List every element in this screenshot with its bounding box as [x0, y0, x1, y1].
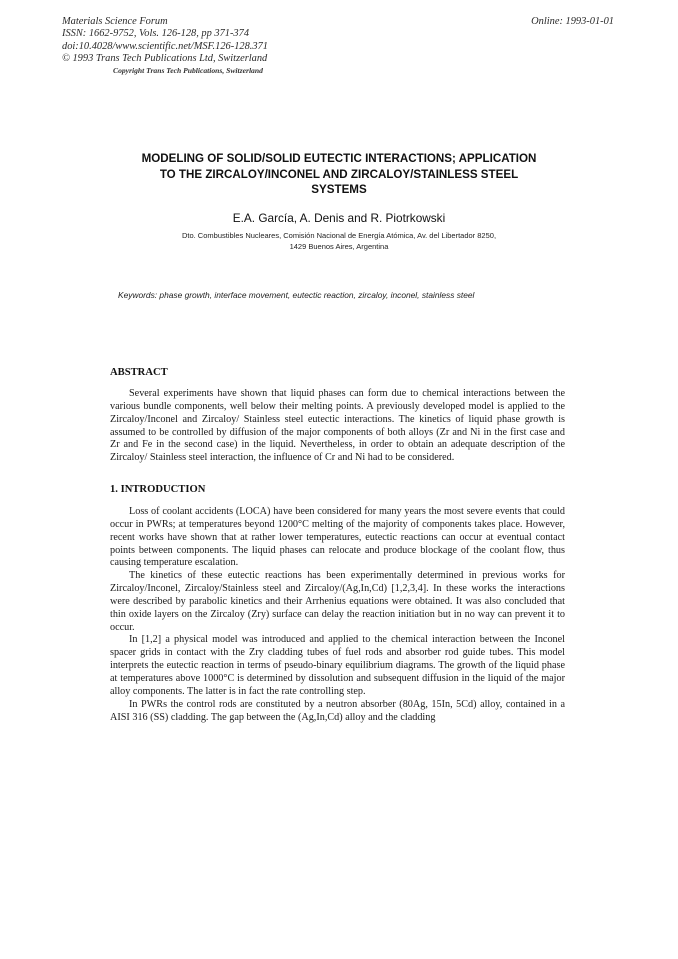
title-line-2: TO THE ZIRCALOY/INCONEL AND ZIRCALOY/STAINLESS STEEL [159, 167, 519, 181]
intro-paragraph-3: In [1,2] a physical model was introduced and applied to the chemical interaction between the Inconel spacer grids in contact with the Zry cladding tubes of fuel rods and absorber rod guide tubes. This model interprets the eutectic reaction in terms of pseudo-binary equilibrium diagrams. The growth of the liquid phase at temperatures above 1000°C is determined by dissolution and subsequent diffusion in the liquid of the major alloy components. The latter is in fact the rate controlling step. [110, 634, 565, 697]
paper-title [100, 151, 578, 198]
introduction-heading: 1. INTRODUCTION [110, 484, 206, 495]
authors: E.A. García, A. Denis and R. Piotrkowski [232, 211, 446, 225]
intro-paragraph-4: In PWRs the control rods are constituted by a neutron absorber (80Ag, 15In, 5Cd) alloy, contained in a AISI 316 (SS) cladding. The gap between the (Ag,In,Cd) alloy and the cladding [110, 698, 565, 723]
journal-name: Materials Science Forum [62, 16, 168, 27]
issn-line: ISSN: 1662-9752, Vols. 126-128, pp 371-374 [62, 28, 250, 40]
online-date: Online: 1993-01-01 [531, 16, 614, 27]
title-line-1: MODELING OF SOLID/SOLID EUTECTIC INTERACTIONS; APPLICATION [141, 152, 537, 165]
affiliation [100, 230, 578, 252]
copyright-line: © 1993 Trans Tech Publications Ltd, Switzerland [62, 52, 268, 64]
journal-header [62, 16, 268, 65]
intro-paragraph-2: The kinetics of these eutectic reactions has been experimentally determined in previous works for Zircaloy/Inconel, Zircaloy/Stainless steel and Zircaloy/(Ag,In,Cd) [1,2,3,4]. In these works the interactions were described by parabolic kinetics and their Arrhenius equations were obtained. It was also concluded that thin oxide layers on the Zircaloy (Zry) surface can delay the reaction initiation but in no way can prevent it to occur. [110, 570, 565, 633]
intro-paragraph-1: Loss of coolant accidents (LOCA) have been considered for many years the most severe events that could occur in PWRs; at temperatures beyond 1200°C melting of the majority of components takes place. However, recent works have shown that at rather lower temperatures, eutectic reactions can occur at eventual contact points between components. The liquid phases can relocate and produce blockage of the coolant flow, thus causing temperature escalation. [110, 506, 565, 569]
abstract-paragraph: Several experiments have shown that liquid phases can form due to chemical interactions between the various bundle components, well below their melting points. A previously developed model is applied to the Zircaloy/Inconel and Zircaloy/ Stainless steel eutectic interactions. The kinetics of liquid phase growth is assumed to be controlled by diffusion of the major components of both alloys (Zr and Ni in the first case and Zr and Fe in the second case) in the liquid. Nevertheless, in order to obtain an adequate description of the Zircaloy/ Stainless steel interaction, the influence of Cr and Ni had to be considered. [110, 388, 565, 464]
affiliation-line-1: Dto. Combustibles Nucleares, Comisión Nacional de Energía Atómica, Av. del Libertador 8250, [181, 231, 497, 240]
doi-line[interactable]: doi:10.4028/www.scientific.net/MSF.126-128.371 [62, 40, 268, 52]
abstract-heading: ABSTRACT [110, 367, 168, 378]
introduction-body [110, 506, 565, 724]
affiliation-line-2: 1429 Buenos Aires, Argentina [289, 242, 389, 251]
copyright-stamp: Copyright Trans Tech Publications, Switzerland [113, 66, 263, 75]
title-line-3: SYSTEMS [311, 183, 367, 196]
abstract-body [110, 388, 565, 465]
keywords: Keywords: phase growth, interface movement, eutectic reaction, zircaloy, inconel, stainless steel [118, 290, 475, 300]
